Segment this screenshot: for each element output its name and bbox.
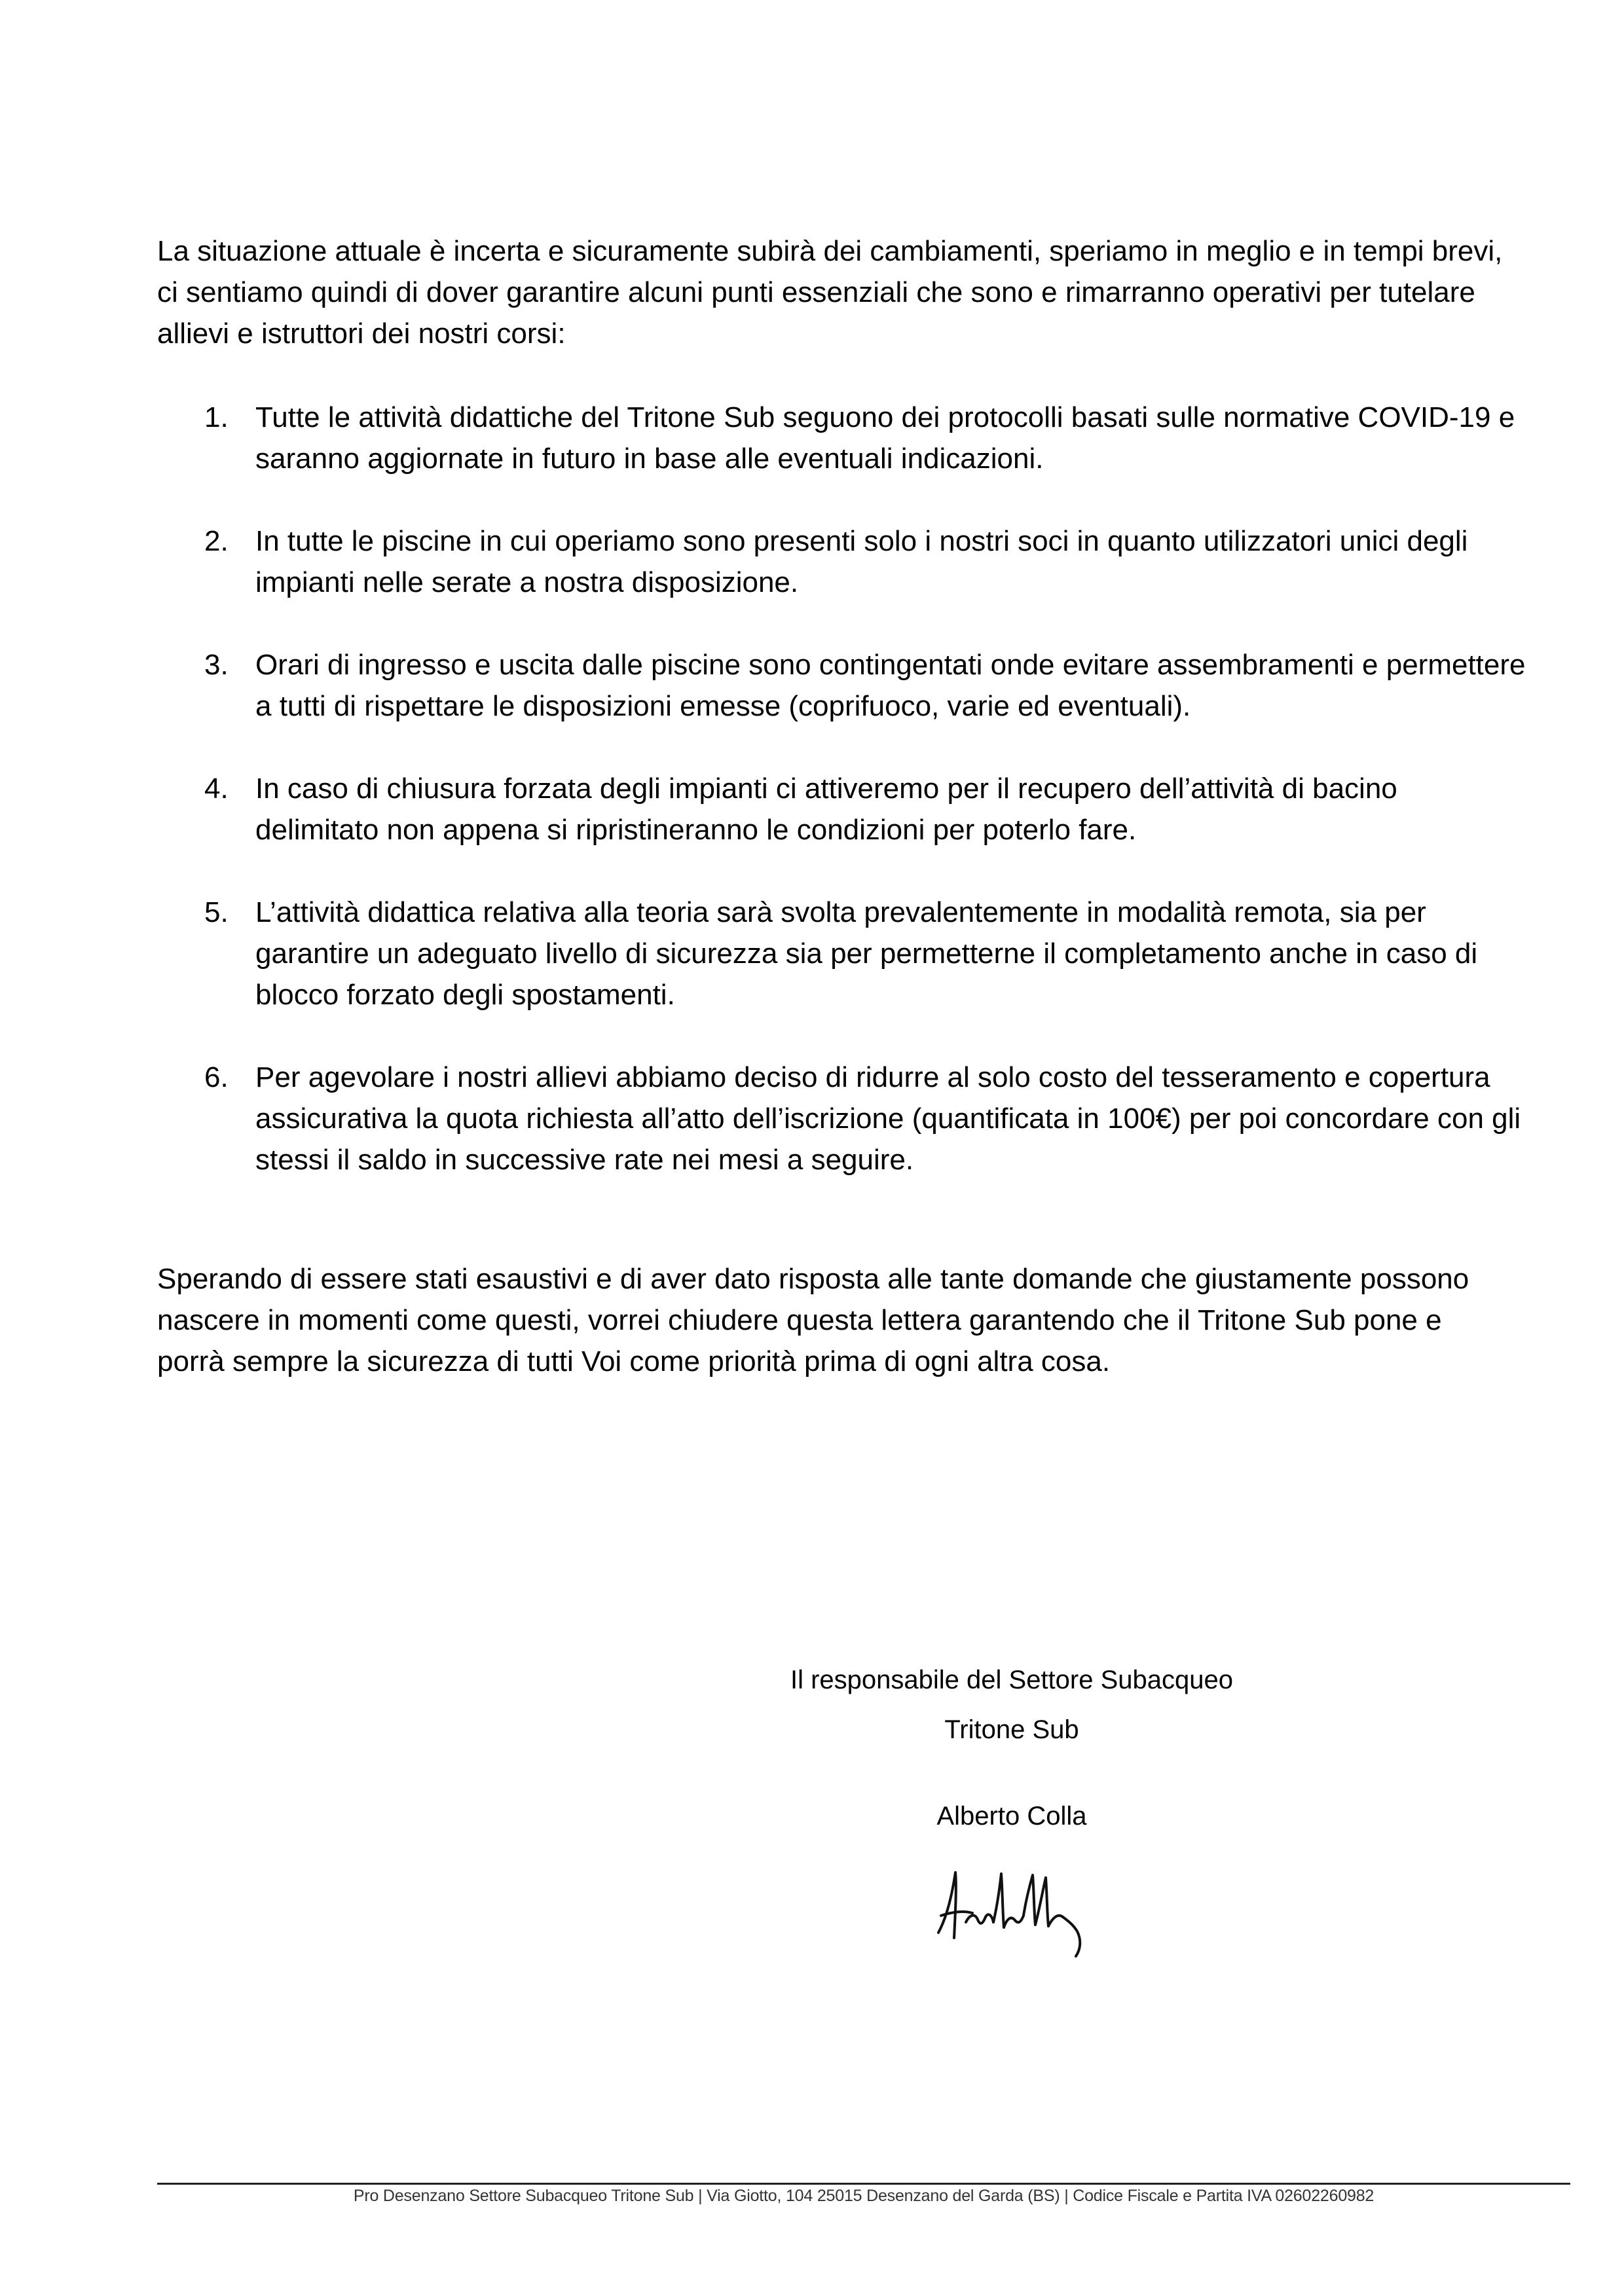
list-item-text: Per agevolare i nostri allievi abbiamo deciso di ridurre al solo costo del tesseramento e copertura assicurativa la quota richiesta all’atto dell’iscrizione (quantificata in 100€) per poi concordare con gli stessi il saldo in successive rate nei mesi a seguire.	[255, 1061, 1521, 1176]
signer-name: Alberto Colla	[936, 1802, 1087, 1831]
list-item-number: 6.	[204, 1061, 229, 1093]
list-item	[157, 397, 1526, 479]
list-item-number: 3.	[204, 649, 229, 681]
list-item-number: 5.	[204, 896, 229, 928]
list-item-text: In tutte le piscine in cui operiamo sono presenti solo i nostri soci in quanto utilizzatori unici degli impianti nelle serate a nostra disposizione.	[255, 525, 1468, 598]
list-item-text: L’attività didattica relativa alla teoria sarà svolta prevalentemente in modalità remota, sia per garantire un adeguato livello di sicurezza sia per permetterne il completamento anche in caso di blocco forzato degli spostamenti.	[255, 896, 1478, 1011]
measures-list	[157, 397, 1526, 1180]
list-item	[157, 892, 1526, 1015]
list-item	[157, 1057, 1526, 1180]
list-item-number: 1.	[204, 401, 229, 433]
list-item-number: 4.	[204, 773, 229, 805]
list-item	[157, 644, 1526, 727]
list-item	[157, 520, 1526, 603]
list-item	[157, 768, 1526, 850]
signoff-block	[776, 1655, 1247, 1841]
list-item-text: Tutte le attività didattiche del Tritone Sub seguono dei protocolli basati sulle normative COVID-19 e saranno aggiornate in futuro in base alle eventuali indicazioni.	[255, 401, 1515, 475]
intro-paragraph: La situazione attuale è incerta e sicuramente subirà dei cambiamenti, speriamo in meglio e in tempi brevi, ci sentiamo quindi di dover garantire alcuni punti essenziali che sono e rimarranno operativi per tutelare allievi e istruttori dei nostri corsi:	[157, 235, 1503, 350]
handwritten-signature	[927, 1859, 1097, 1971]
signer-role: Il responsabile del Settore Subacqueo	[790, 1666, 1233, 1694]
spacer	[776, 1755, 1247, 1791]
list-item-text: In caso di chiusura forzata degli impianti ci attiveremo per il recupero dell’attività di bacino delimitato non appena si ripristineranno le condizioni per poterlo fare.	[255, 773, 1397, 846]
list-item-text: Orari di ingresso e uscita dalle piscine sono contingentati onde evitare assembramenti e permettere a tutti di rispettare le disposizioni emesse (coprifuoco, varie ed eventuali).	[255, 649, 1526, 722]
signer-organization: Tritone Sub	[944, 1715, 1079, 1744]
list-item-number: 2.	[204, 525, 229, 557]
footer-address: Pro Desenzano Settore Subacqueo Tritone Sub | Via Giotto, 104 25015 Desenzano del Garda (BS) | Codice Fiscale e Partita IVA 02602260982	[353, 2187, 1375, 2205]
closing-paragraph: Sperando di essere stati esaustivi e di aver dato risposta alle tante domande che giustamente possono nascere in momenti come questi, vorrei chiudere questa lettera garantendo che il Tritone Sub pone e porrà sempre la sicurezza di tutti Voi come priorità prima di ogni altra cosa.	[157, 1263, 1469, 1377]
footer-divider	[157, 2183, 1570, 2185]
